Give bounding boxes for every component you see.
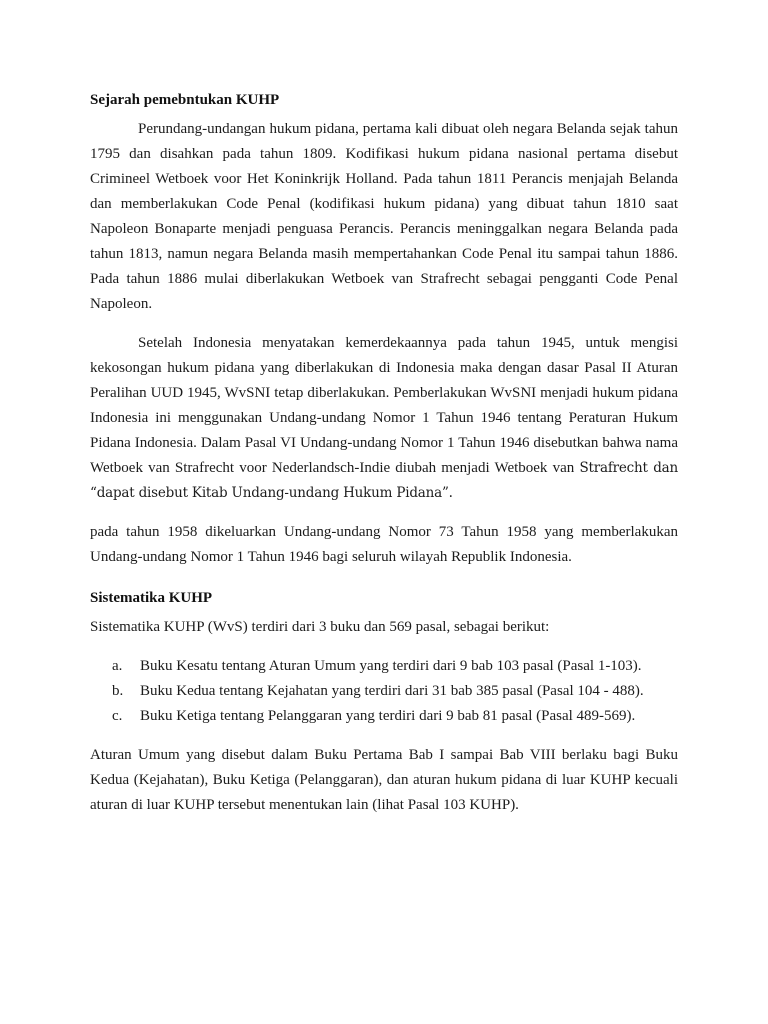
paragraph-history-1: Perundang-undangan hukum pidana, pertama kali dibuat oleh negara Belanda sejak tahun 1795 dan disahkan pada tahun 1809. Kodifikasi hukum pidana nasional pertama disebut Crimineel Wetboek voor Het Koninkrijk Holland. Pada tahun 1811 Perancis menjajah Belanda dan memberlakukan Code Penal (kodifikasi hukum pidana) yang dibuat tahun 1810 saat Napoleon Bonaparte menjadi penguasa Perancis. Perancis meninggalkan negara Belanda pada tahun 1813, namun negara Belanda masih mempertahankan Code Penal itu sampai tahun 1886. Pada tahun 1886 mulai diberlakukan Wetboek van Strafrecht sebagai pengganti Code Penal Napoleon. (90, 121, 678, 312)
list-item-text: Buku Kedua tentang Kejahatan yang terdiri dari 31 bab 385 pasal (Pasal 104 - 488). (140, 683, 644, 699)
list-item-marker: a. (112, 658, 123, 674)
document-content (90, 88, 678, 832)
paragraph-history-2-main: Setelah Indonesia menyatakan kemerdekaannya pada tahun 1945, untuk mengisi kekosongan hukum pidana yang diberlakukan di Indonesia maka dengan dasar Pasal II Aturan Peralihan UUD 1945, WvSNI tetap diberlakukan. Pemberlakukan WvSNI menjadi hukum pidana Indonesia ini menggunakan Undang-undang Nomor 1 Tahun 1946 tentang Peraturan Hukum Pidana Indonesia. Dalam Pasal VI Undang-undang Nomor 1 Tahun 1946 disebutkan bahwa nama Wetboek van Strafrecht voor Nederlandsch-Indie diubah menjadi Wetboek van (90, 335, 678, 476)
paragraph-closing: Aturan Umum yang disebut dalam Buku Pertama Bab I sampai Bab VIII berlaku bagi Buku Kedua (Kejahatan), Buku Ketiga (Pelanggaran), dan aturan hukum pidana di luar KUHP kecuali aturan di luar KUHP tersebut menentukan lain (lihat Pasal 103 KUHP). (90, 747, 678, 813)
paragraph-history-2-quote: Strafrecht dan “dapat disebut Kitab Undang-undang Hukum Pidana”. (90, 460, 679, 501)
list-item-marker: c. (112, 708, 123, 724)
list-item-text: Buku Ketiga tentang Pelanggaran yang terdiri dari 9 bab 81 pasal (Pasal 489-569). (140, 708, 636, 724)
section-heading-sejarah: Sejarah pemebntukan KUHP (90, 92, 280, 108)
paragraph-history-2 (90, 331, 678, 506)
section-heading-sistematika: Sistematika KUHP (90, 590, 213, 606)
paragraph-history-3: pada tahun 1958 dikeluarkan Undang-undang Nomor 73 Tahun 1958 yang memberlakukan Undang-undang Nomor 1 Tahun 1946 bagi seluruh wilayah Republik Indonesia. (90, 524, 678, 565)
list-item (90, 654, 678, 679)
paragraph-sistematika-intro: Sistematika KUHP (WvS) terdiri dari 3 buku dan 569 pasal, sebagai berikut: (90, 619, 550, 635)
alpha-list (90, 654, 678, 729)
list-item-marker: b. (112, 683, 124, 699)
list-item-text: Buku Kesatu tentang Aturan Umum yang terdiri dari 9 bab 103 pasal (Pasal 1-103). (140, 658, 642, 674)
list-item (90, 704, 678, 729)
list-item (90, 679, 678, 704)
